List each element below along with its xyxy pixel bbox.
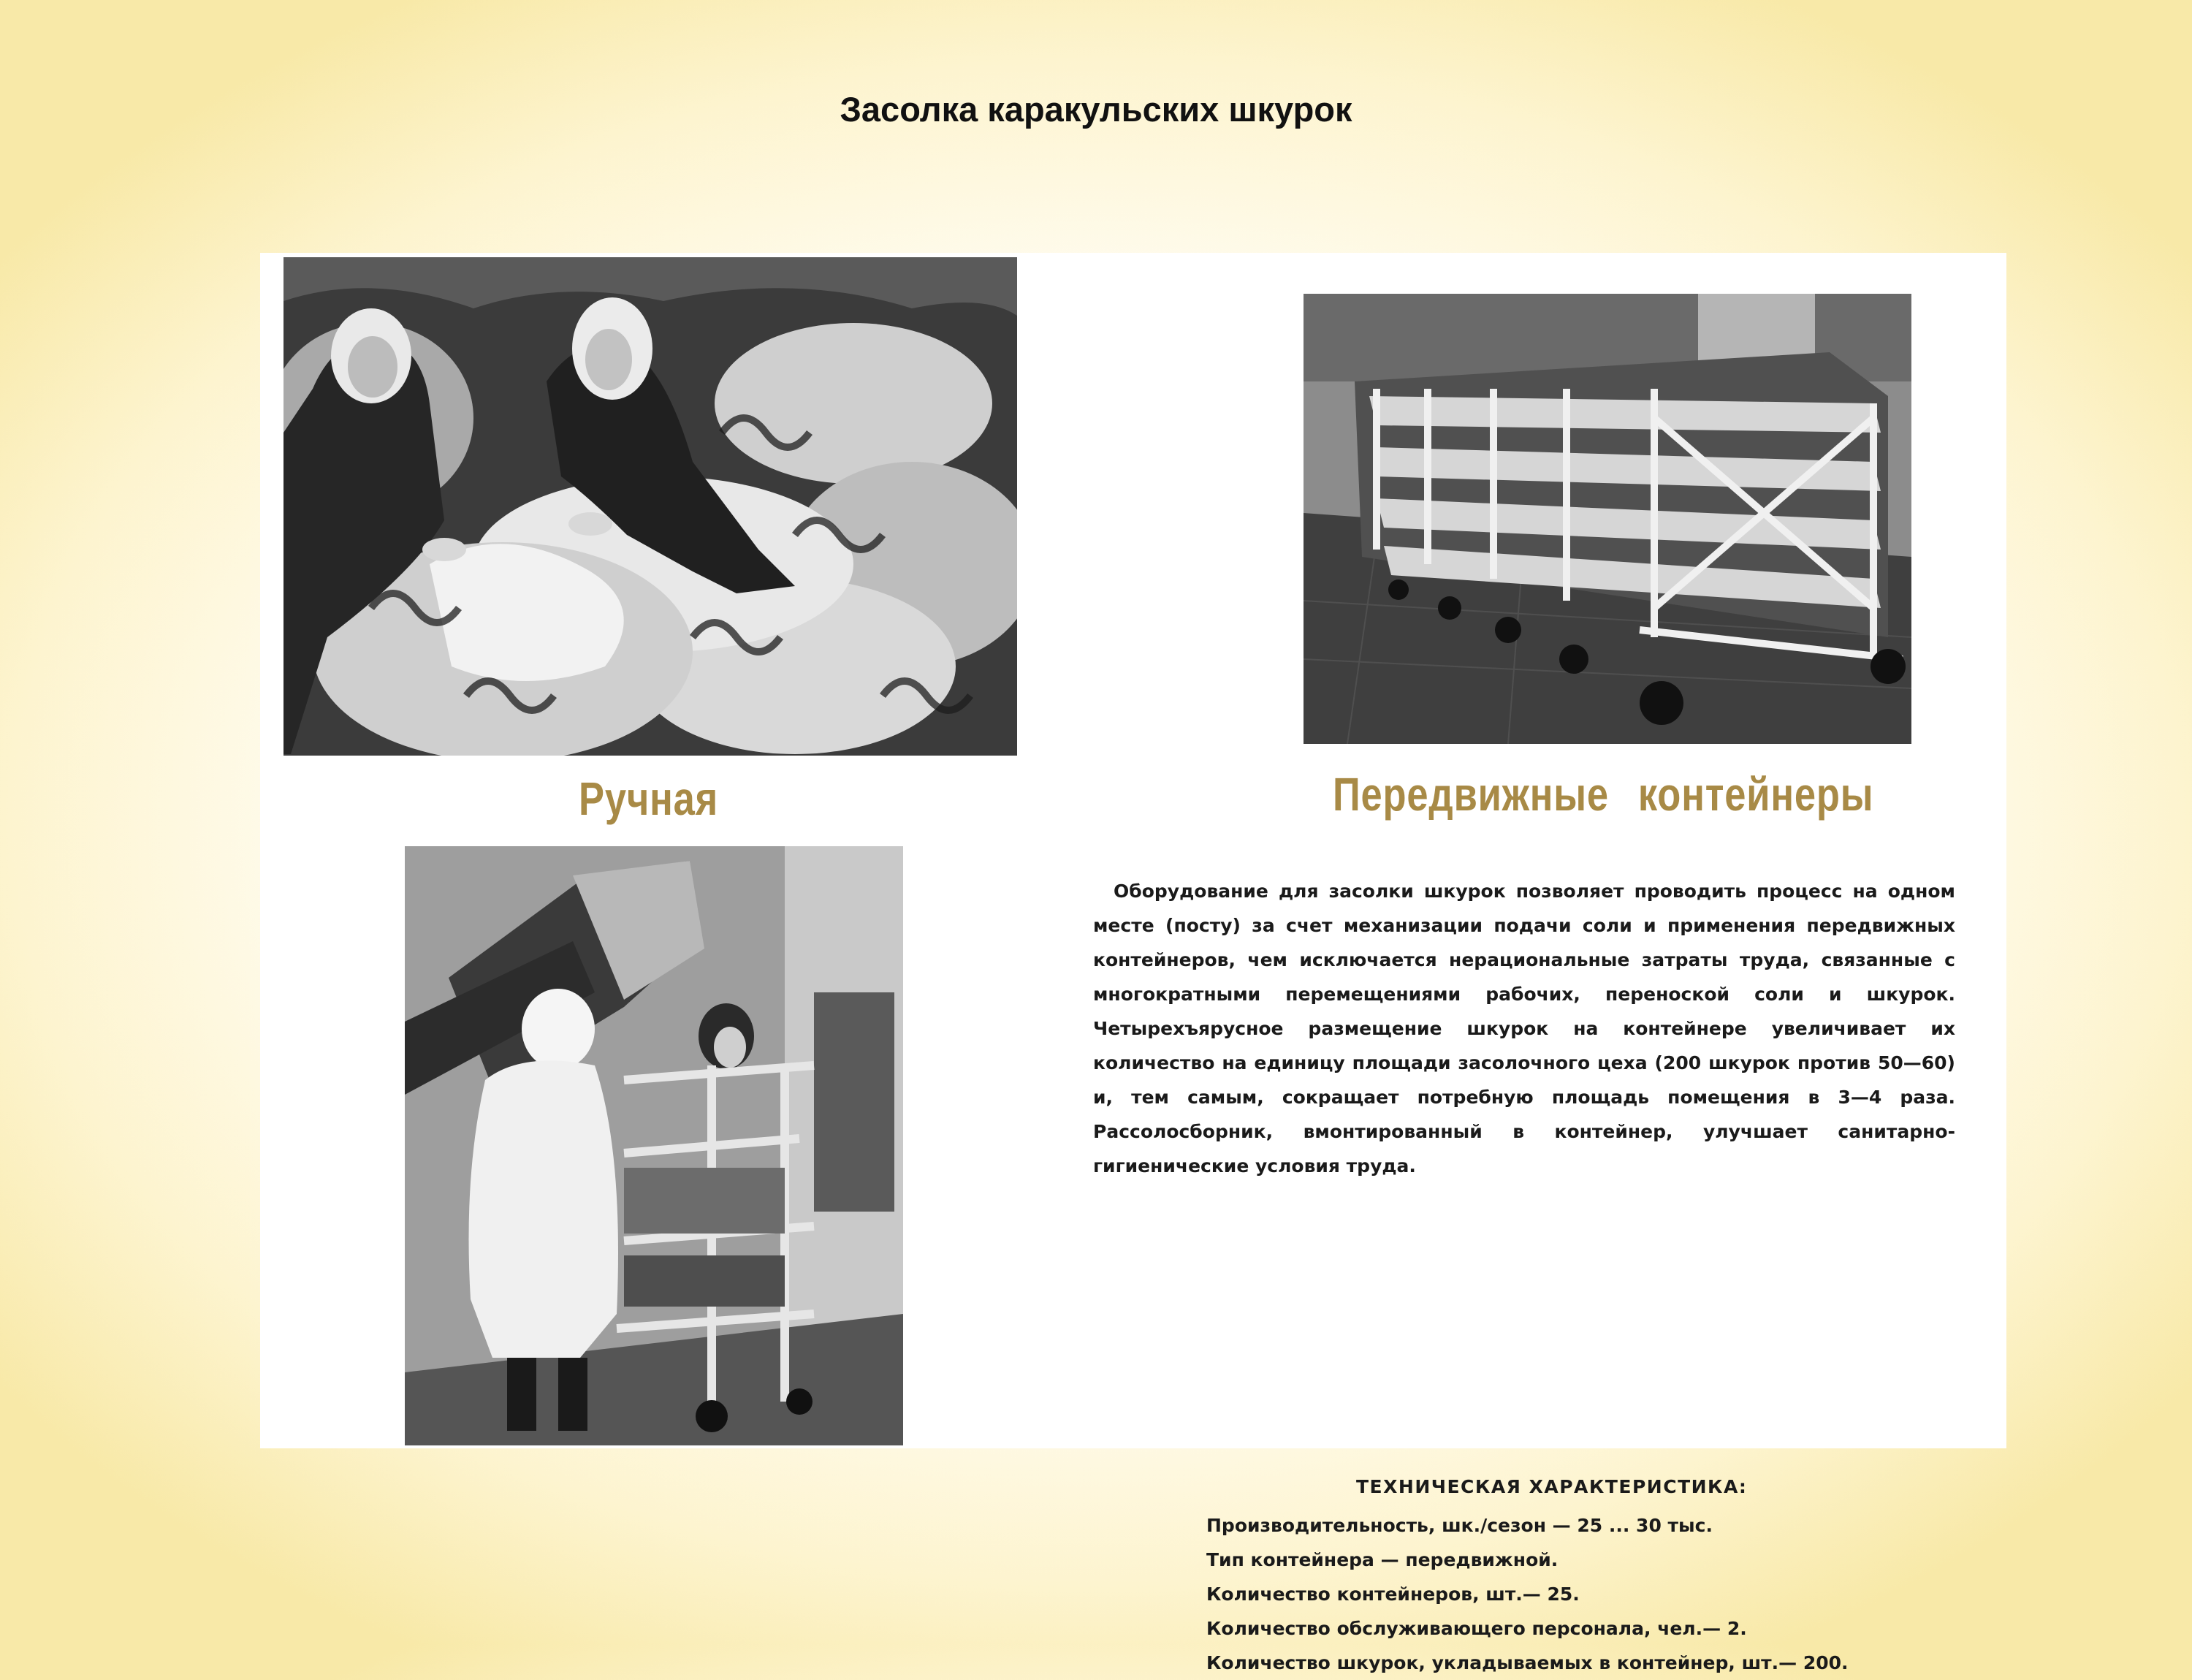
description-text: Оборудование для засолки шкурок позволяет проводить процесс на одном месте (посту) за счет механизации подачи соли и применения передвижных контейнеров, чем исключается нерациональные затраты труда, связанные с многократными перемещениями рабочих, переноской соли и шкурок. Четырехъярусное размещение шкурок на контейнере увеличивает их количество на единицу площади засолочного цеха (200 шкурок против 50—60) и, тем самым, сокращает потребную площадь помещения в 3—4 раза. Рассолосборник, вмонтированный в контейнер, улучшает санитарно-гигиенические условия труда. [1093,881,1955,1177]
spec-item: Производительность, шк./сезон — 25 ... 30 тыс. [1206,1515,1713,1536]
spec-item: Количество шкурок, укладываемых в контейнер, шт.— 200. [1206,1652,1849,1673]
document-panel [260,253,2006,1673]
mobile-containers-caption: Передвижные контейнеры [1333,768,1874,821]
slide-title: Засолка каракульских шкурок [840,90,1352,129]
specs-heading: ТЕХНИЧЕСКАЯ ХАРАКТЕРИСТИКА: [1356,1476,1748,1497]
spec-item: Количество обслуживающего персонала, чел.— 2. [1206,1618,1747,1639]
manual-caption: Ручная [579,772,719,825]
mobile-containers-photo [1304,294,1911,744]
spec-item: Тип контейнера — передвижной. [1206,1549,1559,1570]
salting-machine-photo [405,846,903,1445]
spec-item: Количество контейнеров, шт.— 25. [1206,1584,1580,1605]
manual-salting-photo [283,257,1017,756]
specs-list [1206,1508,1849,1680]
